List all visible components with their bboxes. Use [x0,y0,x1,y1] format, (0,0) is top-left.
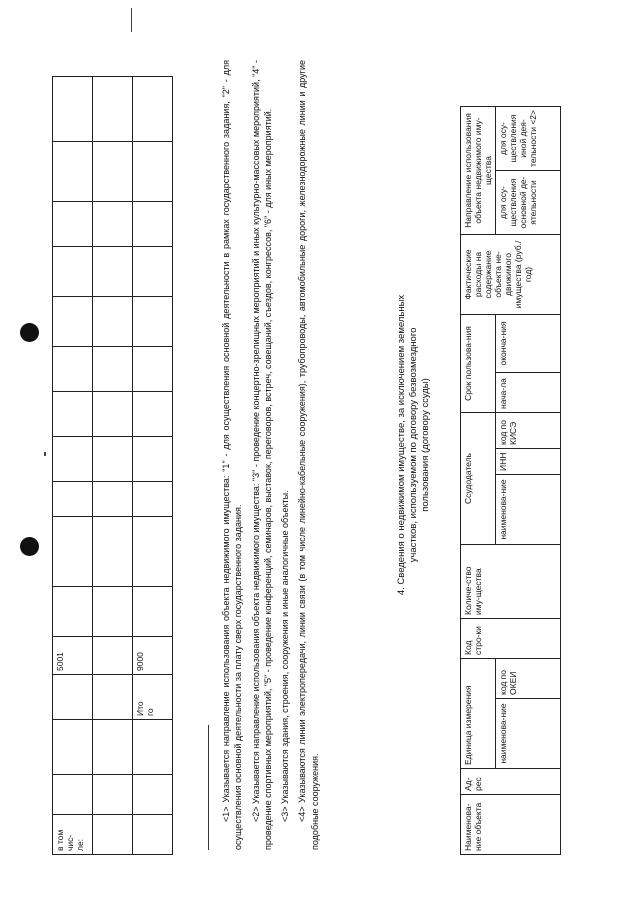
table-header-row [461,107,496,855]
header-lender: Ссудодатель [461,413,496,545]
header-lender-inn: ИНН [496,449,561,475]
header-term-end: оконча-ния [496,315,561,373]
header-unit-name: наименова-ние [496,699,561,769]
header-address: Ад-рес [461,769,561,795]
header-quantity: Количе-ство иму-щества [461,545,561,619]
header-object-name: Наименова-ние объекта [461,795,561,855]
header-expenses: Фактические расходы на содержание объекта не-движимого имущества (руб./год) [461,235,561,315]
section-4-title: 4. Сведения о недвижимом имуществе, за исключением земельных участков, используемом по договору безвозмездного пользования (договору ссуды) [396,294,431,596]
header-unit: Единица измерения [461,659,496,769]
header-direction: Направление использования объекта недвижимого иму-щества [461,107,496,235]
header-direction-main: для осу-ществления основной де-ятельности [496,171,561,235]
row-label: в том чис- ле: [53,815,93,855]
header-unit-code: код по ОКЕИ [496,659,561,699]
row-code: 5001 [53,637,93,675]
header-line-code: Код стро-ки [461,619,561,659]
row-code-total: 9000 [133,637,173,675]
footnote-1: <1> Указывается направление использования объекта недвижимого имущества: "1" - для осуществления основной деятельности в рамках государственного задания, "2" - для осуществления основной деятельности за плату сверх государственного задания. [221,60,244,850]
header-lender-name: наименова-ние [496,475,561,545]
row-code [93,637,133,675]
table-row [93,77,133,855]
table-row [53,77,93,855]
header-term: Срок пользова-ния [461,315,496,413]
table-header-row [496,107,561,855]
footnote-separator [208,725,209,850]
continuation-table [52,76,173,855]
footnote-4: <4> Указываются линии электропередачи, линии связи (в том числе линейно-кабельные сооружения), трубопроводы, автомобильные дороги, железнодорожные линии и другие подобные сооружения. [297,60,320,850]
footnotes [220,60,326,850]
footnote-3: <3> Указываются здания, строения, сооружения и иные аналогичные объекты. [280,490,291,822]
header-term-start: нача-ла [496,373,561,413]
section-4-table [460,106,561,855]
header-lender-kpp: код по КИСЭ [496,413,561,449]
header-direction-other: для осу-ществления иной дея-тельности <2> [496,107,561,171]
footnote-2: <2> Указывается направление использования объекта недвижимого имущества: "3" - проведение концертно-зрелищных мероприятий и иных культурно-массовых мероприятий, "4" - проведение спортивных мероприятий, "5" - проведение конференций, семинаров, выставок, переговоров, встреч, совещаний, съездов, конгрессов, "6" - для иных мероприятий. [250,60,273,850]
table-row [133,77,173,855]
row-label [93,815,133,855]
row-label-total: Ито го [133,675,173,720]
